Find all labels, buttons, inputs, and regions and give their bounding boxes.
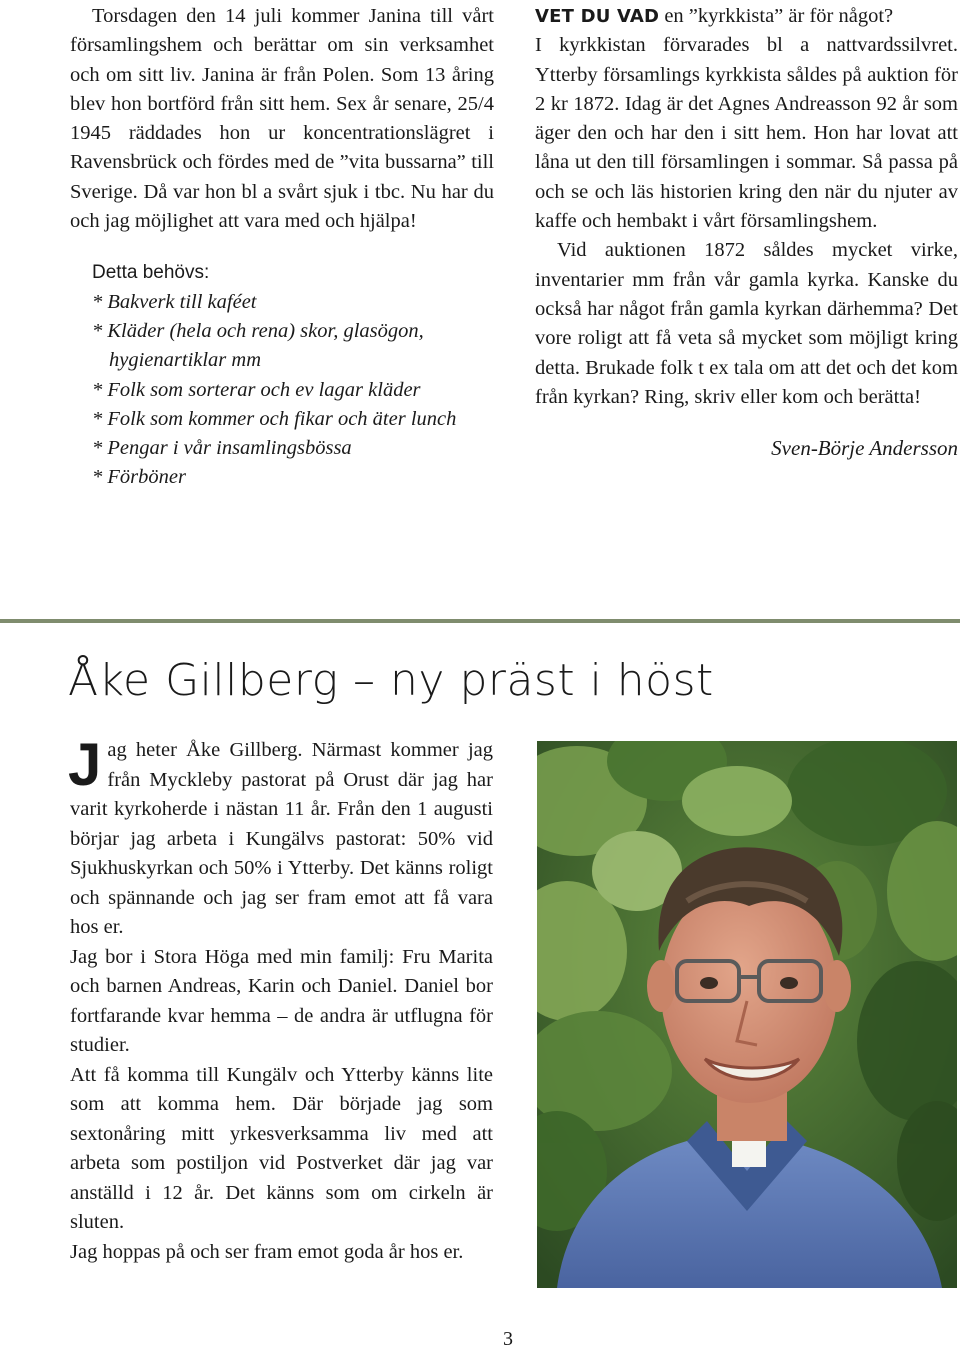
needs-item: * Förböner bbox=[92, 466, 186, 489]
needs-item: * Bakverk till kaféet bbox=[92, 290, 257, 313]
article-intro bbox=[68, 731, 493, 943]
article-title: Åke Gillberg – ny präst i höst bbox=[68, 655, 714, 706]
section-divider bbox=[0, 619, 960, 623]
left-column bbox=[70, 2, 494, 493]
author-signature: Sven-Börje Andersson bbox=[771, 436, 958, 461]
article-background-paragraph: Att få komma till Kungälv och Ytterby känns lite som att komma hem. Där började jag som sextonåring mitt yrkesverksamma liv med att arbeta som postiljon vid Postverket där jag var anställd i 12 år. Det känns som om cirkeln är sluten. bbox=[70, 1063, 493, 1233]
vet-du-vad-heading: VET DU VAD bbox=[535, 6, 660, 27]
vet-du-vad-question: en ”kyrkkista” är för något? bbox=[659, 5, 894, 27]
kyrkkista-paragraph: I kyrkkistan förvarades bl a nattvardssilvret. Ytterby församlings kyrkkista såldes på auktion för 2 kr 1872. Idag är det Agnes Andreasson 92 år som äger den och har den i sitt hem. Hon har lovat att låna ut den till församlingen i sommar. Så passa på och se och läs historien kring den när du njuter av kaffe och hembakt i vårt församlingshem. bbox=[535, 34, 958, 233]
needs-heading: Detta behövs: bbox=[92, 262, 210, 284]
portrait-illustration bbox=[537, 741, 957, 1288]
page-number: 3 bbox=[503, 1328, 513, 1350]
janina-paragraph: Torsdagen den 14 juli kommer Janina till vårt församlingshem och berättar om sin verksamhet och om sitt liv. Janina är från Polen. Som 13 åring blev hon bortförd från sitt hem. Sex år senare, 25/4 1945 räddades hon ur koncentrationslägret i Ravensbrück och fördes med de ”vita bussarna” till Sverige. Då var hon bl a svårt sjuk i tbc. Nu har du och jag möjlighet att vara med och hjälpa! bbox=[70, 5, 494, 233]
article-family-paragraph: Jag bor i Stora Höga med min familj: Fru Marita och barnen Andreas, Karin och Daniel. Daniel bor fortfarande kvar hemma – de andra är utflugna för studier. bbox=[70, 945, 493, 1056]
portrait-photo bbox=[537, 741, 957, 1288]
auktion-paragraph: Vid auktionen 1872 såldes mycket virke, inventarier mm från vår gamla kyrka. Kanske du också har något från gamla kyrkan därhemma? Det vore roligt att få veta så mycket som möjligt kring detta. Brukade folk t ex tala om att det och det kom från kyrkan? Ring, skriv eller kom och berätta! bbox=[535, 239, 958, 408]
needs-list bbox=[70, 258, 494, 492]
right-column bbox=[535, 2, 958, 463]
article-body bbox=[68, 731, 493, 1267]
drop-cap: J bbox=[68, 731, 102, 798]
article-intro-text: ag heter Åke Gillberg. Närmast kommer jag från Myckleby pastorat på Orust där jag har varit kyrkoherde i nästan 11 år. Från den 1 augusti börjar jag arbeta i Kungälvs pastorat: 50% vid Sjukhuskyrkan och 50% i Ytterby. Det känns roligt och spännande och jag ser fram emot att få vara hos er. bbox=[70, 739, 493, 938]
needs-item: * Folk som sorterar och ev lagar kläder bbox=[92, 378, 421, 401]
needs-item: * Kläder (hela och rena) skor, glasögon, hygienartiklar mm bbox=[92, 319, 424, 372]
article-closing-paragraph: Jag hoppas på och ser fram emot goda år hos er. bbox=[70, 1240, 464, 1263]
needs-item: * Folk som kommer och fikar och äter lunch bbox=[92, 407, 457, 430]
vet-du-vad-lead bbox=[535, 2, 958, 31]
needs-item: * Pengar i vår insamlingsbössa bbox=[92, 437, 352, 460]
